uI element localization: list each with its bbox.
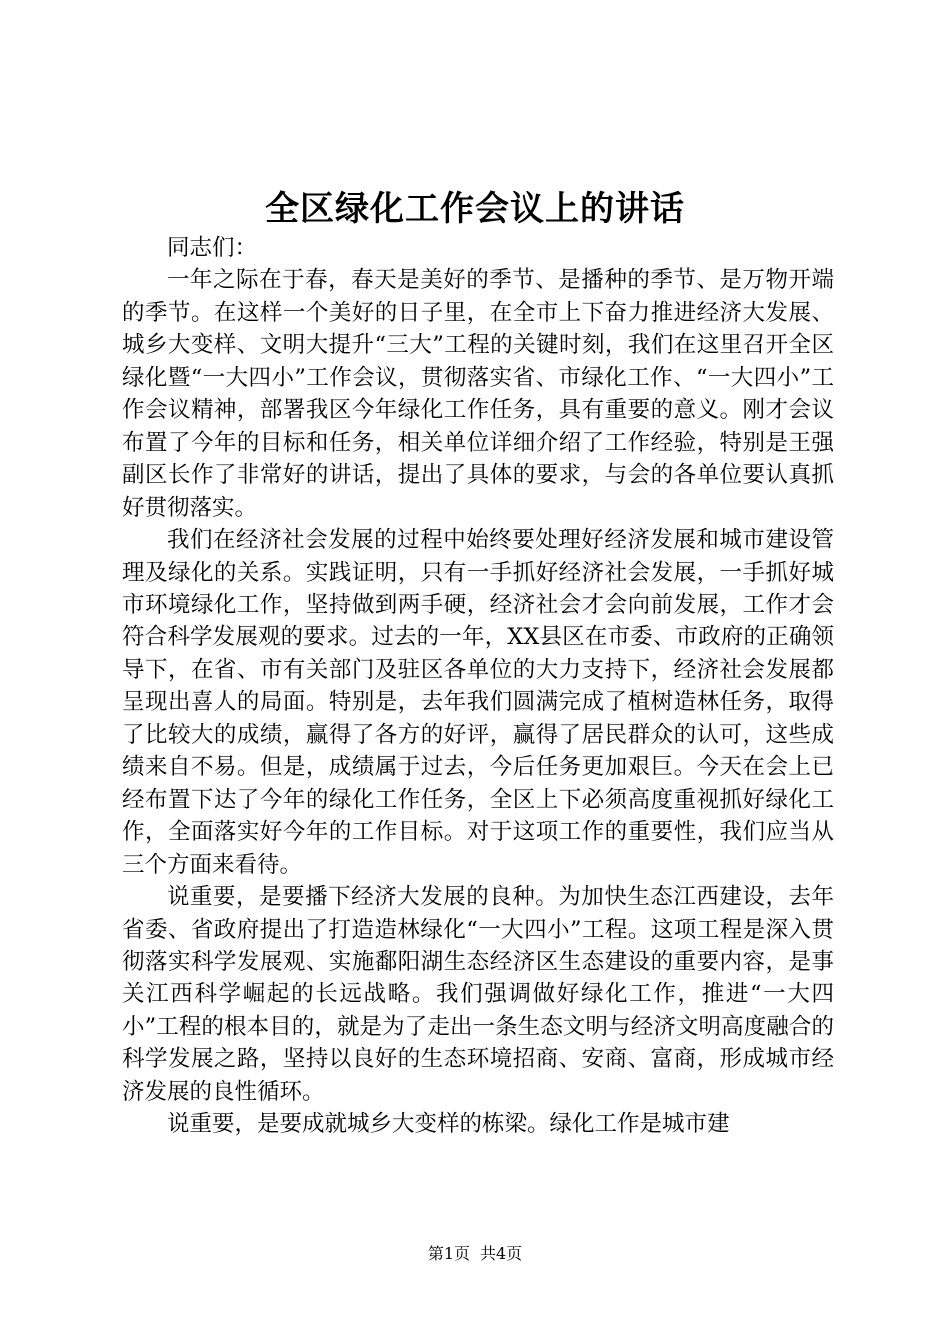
paragraph-3: 说重要，是要播下经济大发展的良种。为加快生态江西建设，去年省委、省政府提出了打造造林绿化“一大四小”工程。这项工程是深入贯彻落实科学发展观、实施鄱阳湖生态经济区生态建设的重要内容，是事关江西科学崛起的长远战略。我们强调做好绿化工作，推进“一大四小”工程的根本目的，就是为了走出一条生态文明与经济文明高度融合的科学发展之路，坚持以良好的生态环境招商、安商、富商，形成城市经济发展的良性循环。	[122, 884, 834, 1105]
salutation: 同志们：	[167, 235, 258, 261]
page-number: 第1页	[427, 1244, 470, 1263]
document-title: 全区绿化工作会议上的讲话	[265, 189, 685, 229]
page-footer	[0, 1243, 950, 1265]
paragraph-4: 说重要，是要成就城乡大变样的栋梁。绿化工作是城市建	[167, 1111, 730, 1138]
page-total: 共4页	[480, 1244, 523, 1263]
paragraph-2: 我们在经济社会发展的过程中始终要处理好经济发展和城市建设管理及绿化的关系。实践证明，只有一手抓好经济社会发展，一手抓好城市环境绿化工作，坚持做到两手硬，经济社会才会向前发展，工作才会符合科学发展观的要求。过去的一年，XX县区在市委、市政府的正确领导下，在省、市有关部门及驻区各单位的大力支持下，经济社会发展都呈现出喜人的局面。特别是，去年我们圆满完成了植树造林任务，取得了比较大的成绩，赢得了各方的好评，赢得了居民群众的认可，这些成绩来自不易。但是，成绩属于过去，今后任务更加艰巨。今天在会上已经布置下达了今年的绿化工作任务，全区上下必须高度重视抓好绿化工作，全面落实好今年的工作目标。对于这项工作的重要性，我们应当从三个方面来看待。	[122, 527, 834, 878]
document-body	[122, 232, 834, 1141]
paragraph-1: 一年之际在于春，春天是美好的季节、是播种的季节、是万物开端的季节。在这样一个美好的日子里，在全市上下奋力推进经济大发展、城乡大变样、文明大提升“三大”工程的关键时刻，我们在这里召开全区绿化暨“一大四小”工作会议，贯彻落实省、市绿化工作、“一大四小”工作会议精神，部署我区今年绿化工作任务，具有重要的意义。刚才会议布置了今年的目标和任务，相关单位详细介绍了工作经验，特别是王强副区长作了非常好的讲话，提出了具体的要求，与会的各单位要认真抓好贯彻落实。	[122, 267, 834, 521]
